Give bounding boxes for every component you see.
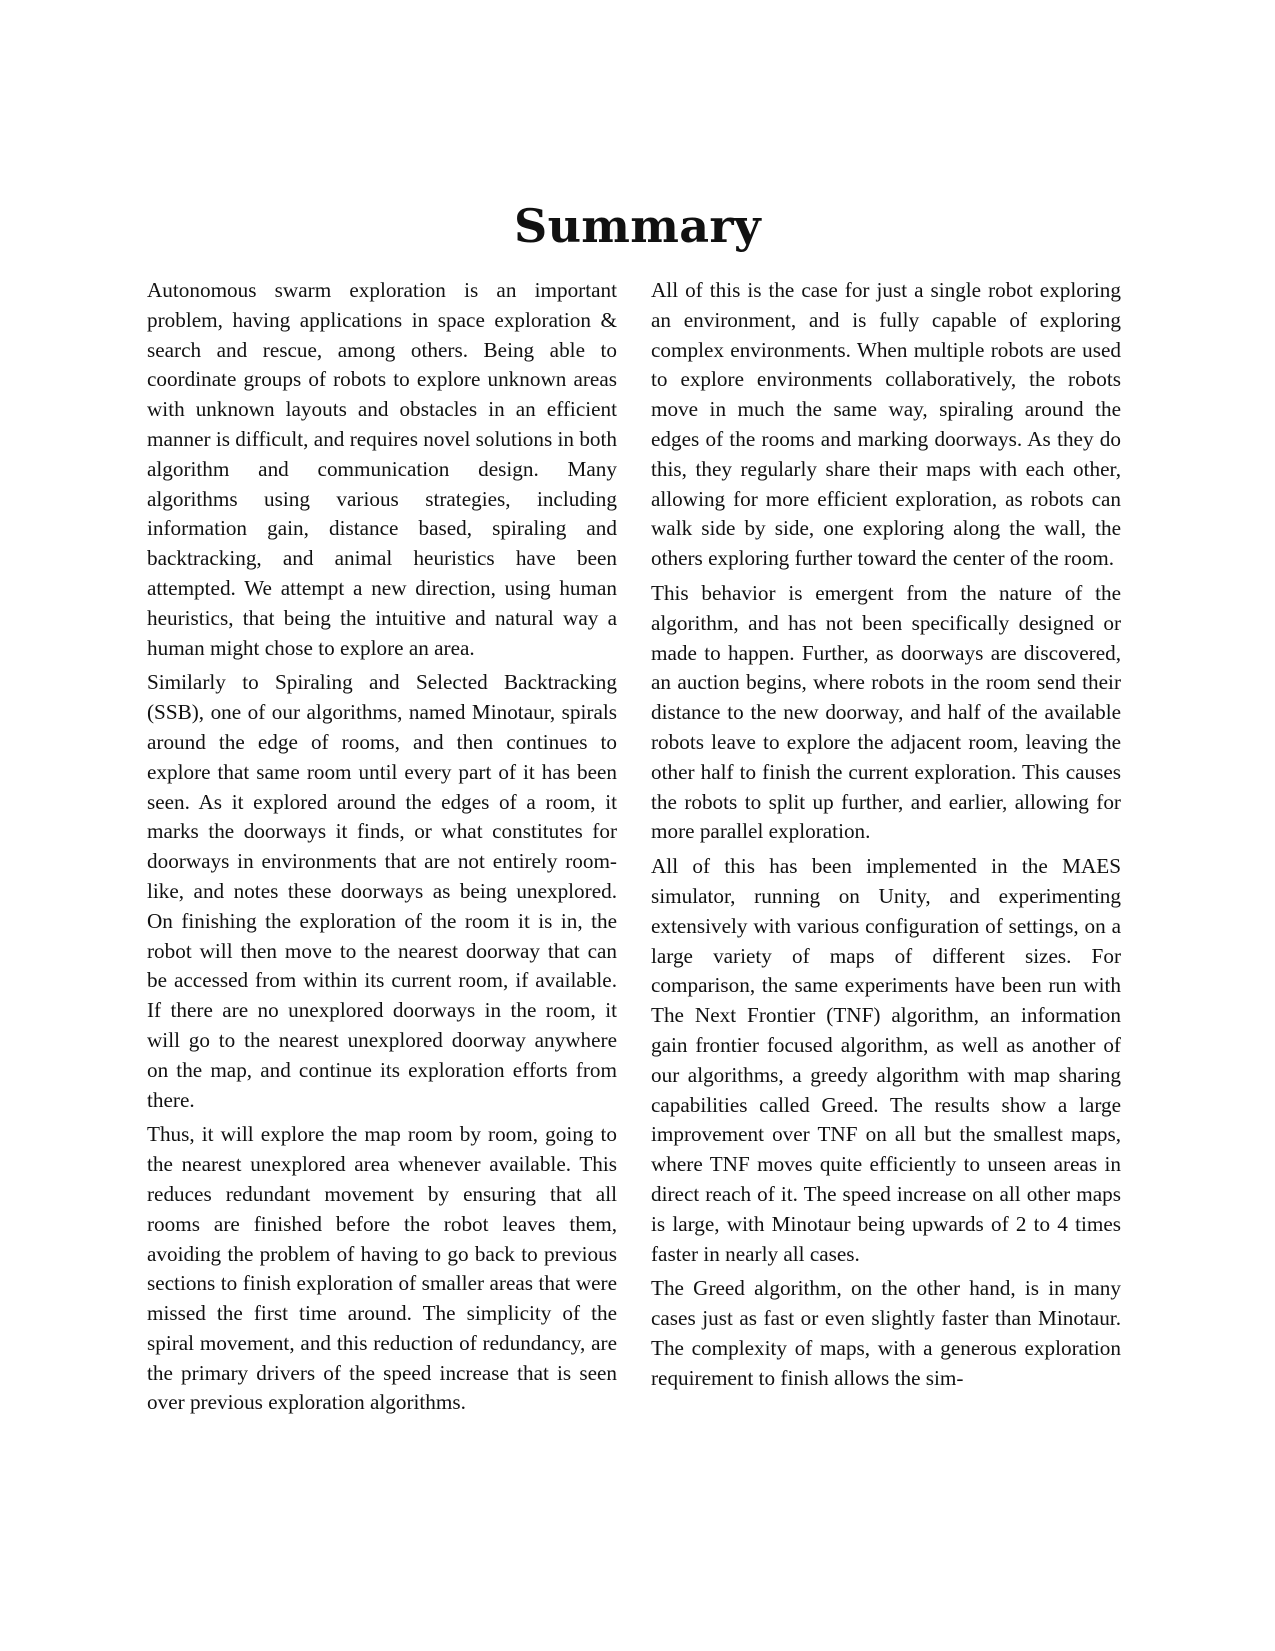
paragraph: This behavior is emergent from the nature of the algorithm, and has not been specifically designed or made to happen. Further, as doorways are discovered, an auction begins, where robots in the room send their distance to the new doorway, and half of the available robots leave to explore the adjacent room, leaving the other half to finish the current exploration. This causes the robots to split up further, and earlier, allowing for more parallel exploration.: [651, 580, 1121, 844]
paragraph: Similarly to Spiraling and Selected Backtracking (SSB), one of our algorithms, named Minotaur, spirals around the edge of rooms, and then continues to explore that same room until every part of it has been seen. As it explored around the edges of a room, it marks the doorways it finds, or what constitutes for doorways in environments that are not entirely room-like, and notes these doorways as being unexplored. On finishing the exploration of the room it is in, the robot will then move to the nearest doorway that can be accessed from within its current room, if available. If there are no unexplored doorways in the room, it will go to the nearest unexplored doorway anywhere on the map, and continue its exploration efforts from there.: [147, 670, 617, 1112]
paragraph: The Greed algorithm, on the other hand, is in many cases just as fast or even slightly faster than Minotaur. The complexity of maps, with a generous exploration requirement to finish allows the sim-: [651, 1276, 1121, 1390]
paragraph: All of this has been implemented in the MAES simulator, running on Unity, and experimenting extensively with various configuration of settings, on a large variety of maps of different sizes. For comparison, the same experiments have been run with The Next Frontier (TNF) algorithm, an information gain frontier focused algorithm, as well as another of our algorithms, a greedy algorithm with map sharing capabilities called Greed. The results show a large improvement over TNF on all but the smallest maps, where TNF moves quite efficiently to unseen areas in direct reach of it. The speed increase on all other maps is large, with Minotaur being upwards of 2 to 4 times faster in nearly all cases.: [651, 854, 1121, 1266]
left-column: [147, 276, 617, 1418]
page-title: Summary: [514, 199, 761, 253]
paragraph: Thus, it will explore the map room by room, going to the nearest unexplored area whenever available. This reduces redundant movement by ensuring that all rooms are finished before the robot leaves them, avoiding the problem of having to go back to previous sections to finish exploration of smaller areas that were missed the first time around. The simplicity of the spiral movement, and this reduction of redundancy, are the primary drivers of the speed increase that is seen over previous exploration algorithms.: [147, 1122, 617, 1415]
paragraph: Autonomous swarm exploration is an important problem, having applications in space exploration & search and rescue, among others. Being able to coordinate groups of robots to explore unknown areas with unknown layouts and obstacles in an efficient manner is difficult, and requires novel solutions in both algorithm and communication design. Many algorithms using various strategies, including information gain, distance based, spiraling and backtracking, and animal heuristics have been attempted. We attempt a new direction, using human heuristics, that being the intuitive and natural way a human might chose to explore an area.: [147, 278, 617, 660]
paragraph: All of this is the case for just a single robot exploring an environment, and is fully capable of exploring complex environments. When multiple robots are used to explore environments collaboratively, the robots move in much the same way, spiraling around the edges of the rooms and marking doorways. As they do this, they regularly share their maps with each other, allowing for more efficient exploration, as robots can walk side by side, one exploring along the wall, the others exploring further toward the center of the room.: [651, 278, 1121, 571]
right-column: [651, 276, 1121, 1393]
